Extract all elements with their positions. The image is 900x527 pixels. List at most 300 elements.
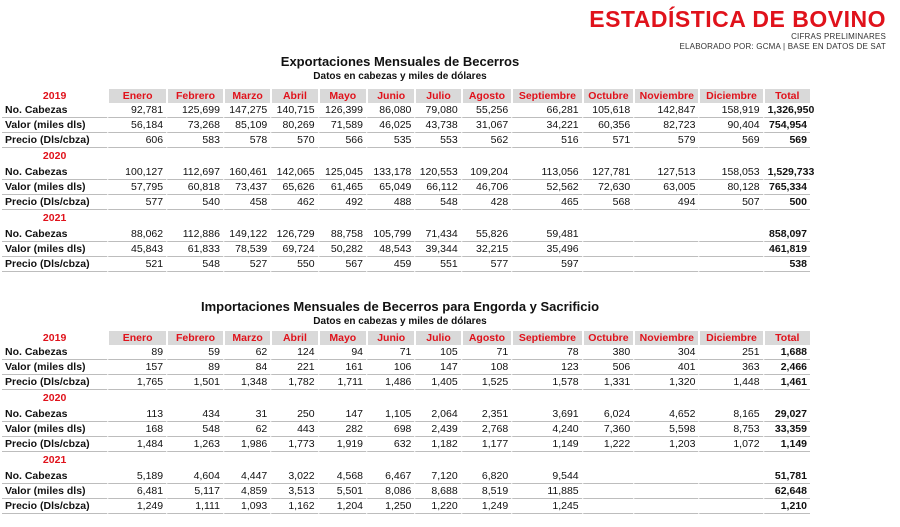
report-note-preliminary: CIFRAS PRELIMINARES: [791, 32, 886, 41]
data-cell: 79,080: [414, 103, 460, 118]
data-cell: 548: [166, 257, 223, 272]
data-cell: 579: [633, 133, 698, 148]
data-cell: 109,204: [461, 165, 512, 180]
data-cell: [633, 469, 698, 484]
data-cell: 304: [633, 345, 698, 360]
data-cell: 1,162: [270, 499, 317, 514]
table-row: [2, 227, 810, 242]
data-cell: 126,729: [270, 227, 317, 242]
data-cell: 1,486: [366, 375, 414, 390]
data-cell: 1,320: [633, 375, 698, 390]
year-row: [2, 390, 810, 407]
data-cell: 147,275: [223, 103, 270, 118]
table-row: [2, 118, 810, 133]
data-cell: 562: [461, 133, 512, 148]
row-label: Precio (Dls/cbza): [2, 375, 107, 390]
month-header: Enero: [107, 331, 166, 345]
data-cell: 125,699: [166, 103, 223, 118]
row-label: No. Cabezas: [2, 103, 107, 118]
data-cell: 60,356: [582, 118, 634, 133]
data-cell: [698, 499, 762, 514]
month-header: Marzo: [223, 89, 270, 103]
spacer-cell: [366, 452, 414, 469]
table-row: [2, 422, 810, 437]
table-row: [2, 257, 810, 272]
spacer-cell: [107, 148, 166, 165]
spacer-cell: [582, 148, 634, 165]
report-brand: [589, 6, 886, 52]
data-cell: 1,177: [461, 437, 512, 452]
data-cell: 578: [223, 133, 270, 148]
data-cell: 521: [107, 257, 166, 272]
data-cell: 50,282: [318, 242, 366, 257]
data-cell: 71,434: [414, 227, 460, 242]
table-row: [2, 165, 810, 180]
total-cell: 569: [763, 133, 810, 148]
data-cell: [582, 227, 634, 242]
data-cell: 100,127: [107, 165, 166, 180]
spacer-cell: [270, 210, 317, 227]
data-cell: 46,706: [461, 180, 512, 195]
spacer-cell: [763, 210, 810, 227]
month-header: Septiembre: [511, 89, 581, 103]
total-cell: 62,648: [763, 484, 810, 499]
data-cell: 4,568: [318, 469, 366, 484]
data-cell: 8,086: [366, 484, 414, 499]
total-cell: 51,781: [763, 469, 810, 484]
year-label: 2020: [42, 150, 67, 162]
data-cell: 1,578: [511, 375, 581, 390]
data-cell: [633, 227, 698, 242]
year-row: [2, 210, 810, 227]
spacer-cell: [166, 390, 223, 407]
total-cell: 29,027: [763, 407, 810, 422]
data-cell: 380: [582, 345, 634, 360]
data-cell: 1,149: [511, 437, 581, 452]
data-cell: 59,481: [511, 227, 581, 242]
year-row: [2, 148, 810, 165]
spacer-cell: [270, 148, 317, 165]
total-cell: 754,954: [763, 118, 810, 133]
year-row: [2, 452, 810, 469]
data-cell: 59: [166, 345, 223, 360]
spacer-cell: [366, 390, 414, 407]
table-row: [2, 195, 810, 210]
table-row: [2, 180, 810, 195]
data-cell: 507: [698, 195, 762, 210]
data-cell: 61,833: [166, 242, 223, 257]
data-cell: 434: [166, 407, 223, 422]
data-cell: 458: [223, 195, 270, 210]
data-cell: [633, 484, 698, 499]
data-cell: [698, 484, 762, 499]
spacer-cell: [511, 390, 581, 407]
data-cell: 113: [107, 407, 166, 422]
data-cell: 568: [582, 195, 634, 210]
month-header: Mayo: [318, 331, 366, 345]
data-cell: 105,799: [366, 227, 414, 242]
data-cell: 65,626: [270, 180, 317, 195]
data-cell: 1,249: [461, 499, 512, 514]
exports-subtitle: Datos en cabezas y miles de dólares: [313, 71, 487, 82]
row-label: Valor (miles dls): [2, 422, 107, 437]
data-cell: 168: [107, 422, 166, 437]
data-cell: 597: [511, 257, 581, 272]
row-label: No. Cabezas: [2, 165, 107, 180]
data-cell: 5,117: [166, 484, 223, 499]
month-header: Mayo: [318, 89, 366, 103]
data-cell: 428: [461, 195, 512, 210]
data-cell: 46,025: [366, 118, 414, 133]
data-cell: 494: [633, 195, 698, 210]
spacer-cell: [698, 390, 762, 407]
data-cell: 8,753: [698, 422, 762, 437]
data-cell: 1,222: [582, 437, 634, 452]
row-label: Precio (Dls/cbza): [2, 195, 107, 210]
month-header: Febrero: [166, 331, 223, 345]
data-cell: 569: [698, 133, 762, 148]
data-cell: 52,562: [511, 180, 581, 195]
data-cell: 72,630: [582, 180, 634, 195]
month-header: Febrero: [166, 89, 223, 103]
data-cell: 363: [698, 360, 762, 375]
data-cell: 1,405: [414, 375, 460, 390]
spacer-cell: [511, 148, 581, 165]
data-cell: 577: [461, 257, 512, 272]
spacer-cell: [511, 210, 581, 227]
imports-table: [2, 331, 810, 514]
data-cell: 548: [414, 195, 460, 210]
spacer-cell: [223, 452, 270, 469]
total-cell: 765,334: [763, 180, 810, 195]
total-header: Total: [763, 331, 810, 345]
row-label: No. Cabezas: [2, 469, 107, 484]
total-cell: 500: [763, 195, 810, 210]
month-header: Junio: [366, 89, 414, 103]
exports-title: Exportaciones Mensuales de Becerros: [280, 54, 520, 69]
data-cell: 8,688: [414, 484, 460, 499]
month-header: Octubre: [582, 89, 634, 103]
data-cell: 127,781: [582, 165, 634, 180]
data-cell: 158,919: [698, 103, 762, 118]
row-label: Precio (Dls/cbza): [2, 133, 107, 148]
data-cell: 1,331: [582, 375, 634, 390]
table-row: [2, 375, 810, 390]
data-cell: 1,919: [318, 437, 366, 452]
data-cell: 6,467: [366, 469, 414, 484]
total-cell: 1,529,733: [763, 165, 810, 180]
spacer-cell: [511, 452, 581, 469]
data-cell: [698, 242, 762, 257]
month-header: Junio: [366, 331, 414, 345]
data-cell: 123: [511, 360, 581, 375]
data-cell: 3,691: [511, 407, 581, 422]
spacer-cell: [107, 210, 166, 227]
data-cell: 3,022: [270, 469, 317, 484]
data-cell: 71,589: [318, 118, 366, 133]
data-cell: 8,519: [461, 484, 512, 499]
month-header: Julio: [414, 331, 460, 345]
data-cell: 39,344: [414, 242, 460, 257]
row-label: Precio (Dls/cbza): [2, 257, 107, 272]
data-cell: 1,105: [366, 407, 414, 422]
data-cell: 221: [270, 360, 317, 375]
year-row: [2, 89, 810, 103]
data-cell: 56,184: [107, 118, 166, 133]
data-cell: 48,543: [366, 242, 414, 257]
data-cell: 6,481: [107, 484, 166, 499]
spacer-cell: [223, 210, 270, 227]
data-cell: 85,109: [223, 118, 270, 133]
month-header: Noviembre: [633, 331, 698, 345]
data-cell: [582, 257, 634, 272]
data-cell: 1,348: [223, 375, 270, 390]
data-cell: 535: [366, 133, 414, 148]
data-cell: 86,080: [366, 103, 414, 118]
data-cell: 606: [107, 133, 166, 148]
data-cell: 55,256: [461, 103, 512, 118]
data-cell: 459: [366, 257, 414, 272]
data-cell: 516: [511, 133, 581, 148]
data-cell: 1,711: [318, 375, 366, 390]
data-cell: 157: [107, 360, 166, 375]
data-cell: 7,120: [414, 469, 460, 484]
data-cell: 632: [366, 437, 414, 452]
data-cell: 1,250: [366, 499, 414, 514]
spacer-cell: [461, 210, 512, 227]
data-cell: [698, 469, 762, 484]
spacer-cell: [166, 452, 223, 469]
row-label: Precio (Dls/cbza): [2, 499, 107, 514]
report-note-source: ELABORADO POR: GCMA | BASE EN DATOS DE SAT: [679, 42, 886, 51]
data-cell: 84: [223, 360, 270, 375]
table-row: [2, 345, 810, 360]
data-cell: 1,220: [414, 499, 460, 514]
spacer-cell: [763, 148, 810, 165]
data-cell: 1,525: [461, 375, 512, 390]
data-cell: 583: [166, 133, 223, 148]
data-cell: 78,539: [223, 242, 270, 257]
data-cell: 9,544: [511, 469, 581, 484]
data-cell: 492: [318, 195, 366, 210]
table-row: [2, 437, 810, 452]
data-cell: 1,501: [166, 375, 223, 390]
data-cell: 158,053: [698, 165, 762, 180]
month-header: Abril: [270, 331, 317, 345]
data-cell: 553: [414, 133, 460, 148]
data-cell: 1,249: [107, 499, 166, 514]
total-cell: 1,149: [763, 437, 810, 452]
spacer-cell: [414, 390, 460, 407]
spacer-cell: [366, 148, 414, 165]
data-cell: 126,399: [318, 103, 366, 118]
data-cell: 89: [107, 345, 166, 360]
data-cell: 142,847: [633, 103, 698, 118]
year-label: 2021: [42, 454, 67, 466]
row-label: Valor (miles dls): [2, 180, 107, 195]
table-row: [2, 133, 810, 148]
spacer-cell: [698, 210, 762, 227]
data-cell: 112,697: [166, 165, 223, 180]
spacer-cell: [318, 148, 366, 165]
spacer-cell: [763, 390, 810, 407]
total-cell: 1,461: [763, 375, 810, 390]
spacer-cell: [107, 452, 166, 469]
data-cell: 567: [318, 257, 366, 272]
spacer-cell: [582, 452, 634, 469]
data-cell: [633, 499, 698, 514]
data-cell: 66,112: [414, 180, 460, 195]
data-cell: 6,820: [461, 469, 512, 484]
data-cell: 45,843: [107, 242, 166, 257]
data-cell: 63,005: [633, 180, 698, 195]
data-cell: 60,818: [166, 180, 223, 195]
spacer-cell: [223, 148, 270, 165]
row-label: Valor (miles dls): [2, 360, 107, 375]
spacer-cell: [633, 210, 698, 227]
data-cell: 1,072: [698, 437, 762, 452]
data-cell: 66,281: [511, 103, 581, 118]
data-cell: 443: [270, 422, 317, 437]
data-cell: 1,986: [223, 437, 270, 452]
data-cell: 108: [461, 360, 512, 375]
data-cell: 89: [166, 360, 223, 375]
data-cell: 124: [270, 345, 317, 360]
spacer-cell: [414, 210, 460, 227]
data-cell: 251: [698, 345, 762, 360]
data-cell: 82,723: [633, 118, 698, 133]
data-cell: 4,240: [511, 422, 581, 437]
data-cell: 57,795: [107, 180, 166, 195]
data-cell: 160,461: [223, 165, 270, 180]
data-cell: 106: [366, 360, 414, 375]
spacer-cell: [698, 148, 762, 165]
data-cell: 88,758: [318, 227, 366, 242]
data-cell: 1,204: [318, 499, 366, 514]
data-cell: 149,122: [223, 227, 270, 242]
year-row: [2, 331, 810, 345]
data-cell: 250: [270, 407, 317, 422]
month-header: Marzo: [223, 331, 270, 345]
spacer-cell: [166, 148, 223, 165]
table-row: [2, 484, 810, 499]
data-cell: 140,715: [270, 103, 317, 118]
data-cell: 92,781: [107, 103, 166, 118]
data-cell: 1,182: [414, 437, 460, 452]
data-cell: 4,447: [223, 469, 270, 484]
data-cell: 73,268: [166, 118, 223, 133]
data-cell: [582, 499, 634, 514]
data-cell: 62: [223, 345, 270, 360]
data-cell: 120,553: [414, 165, 460, 180]
total-cell: 858,097: [763, 227, 810, 242]
data-cell: 527: [223, 257, 270, 272]
total-cell: 1,210: [763, 499, 810, 514]
row-label: Valor (miles dls): [2, 118, 107, 133]
spacer-cell: [633, 390, 698, 407]
data-cell: 540: [166, 195, 223, 210]
data-cell: 125,045: [318, 165, 366, 180]
data-cell: 5,189: [107, 469, 166, 484]
data-cell: 71: [461, 345, 512, 360]
data-cell: 105: [414, 345, 460, 360]
year-label: 2020: [42, 392, 67, 404]
imports-subtitle: Datos en cabezas y miles de dólares: [313, 316, 487, 327]
data-cell: 1,782: [270, 375, 317, 390]
month-header: Abril: [270, 89, 317, 103]
data-cell: 1,773: [270, 437, 317, 452]
data-cell: 80,269: [270, 118, 317, 133]
data-cell: 55,826: [461, 227, 512, 242]
data-cell: 2,351: [461, 407, 512, 422]
data-cell: 43,738: [414, 118, 460, 133]
data-cell: [582, 242, 634, 257]
spacer-cell: [461, 148, 512, 165]
data-cell: 550: [270, 257, 317, 272]
table-row: [2, 469, 810, 484]
row-label: No. Cabezas: [2, 227, 107, 242]
month-header: Noviembre: [633, 89, 698, 103]
data-cell: 61,465: [318, 180, 366, 195]
row-label: No. Cabezas: [2, 345, 107, 360]
spacer-cell: [414, 148, 460, 165]
data-cell: 2,768: [461, 422, 512, 437]
month-header: Septiembre: [511, 331, 581, 345]
data-cell: 11,885: [511, 484, 581, 499]
data-cell: 506: [582, 360, 634, 375]
report-title: ESTADÍSTICA DE BOVINO: [589, 6, 886, 32]
data-cell: 577: [107, 195, 166, 210]
spacer-cell: [318, 390, 366, 407]
data-cell: 73,437: [223, 180, 270, 195]
month-header: Octubre: [582, 331, 634, 345]
imports-title: Importaciones Mensuales de Becerros para Engorda y Sacrificio: [200, 299, 600, 314]
data-cell: 127,513: [633, 165, 698, 180]
data-cell: 142,065: [270, 165, 317, 180]
month-header: Enero: [107, 89, 166, 103]
data-cell: 69,724: [270, 242, 317, 257]
data-cell: [582, 469, 634, 484]
data-cell: 161: [318, 360, 366, 375]
data-cell: 31: [223, 407, 270, 422]
spacer-cell: [414, 452, 460, 469]
data-cell: 551: [414, 257, 460, 272]
year-label: 2019: [2, 331, 107, 345]
data-cell: 90,404: [698, 118, 762, 133]
month-header: Julio: [414, 89, 460, 103]
data-cell: 1,484: [107, 437, 166, 452]
data-cell: 1,448: [698, 375, 762, 390]
data-cell: 32,215: [461, 242, 512, 257]
spacer-cell: [270, 390, 317, 407]
data-cell: 105,618: [582, 103, 634, 118]
spacer-cell: [461, 452, 512, 469]
total-cell: 538: [763, 257, 810, 272]
table-row: [2, 499, 810, 514]
total-cell: 461,819: [763, 242, 810, 257]
spacer-cell: [763, 452, 810, 469]
data-cell: 570: [270, 133, 317, 148]
data-cell: 112,886: [166, 227, 223, 242]
year-label: 2021: [42, 212, 67, 224]
spacer-cell: [633, 452, 698, 469]
data-cell: 698: [366, 422, 414, 437]
row-label: Precio (Dls/cbza): [2, 437, 107, 452]
data-cell: 34,221: [511, 118, 581, 133]
spacer-cell: [461, 390, 512, 407]
spacer-cell: [698, 452, 762, 469]
data-cell: 1,093: [223, 499, 270, 514]
